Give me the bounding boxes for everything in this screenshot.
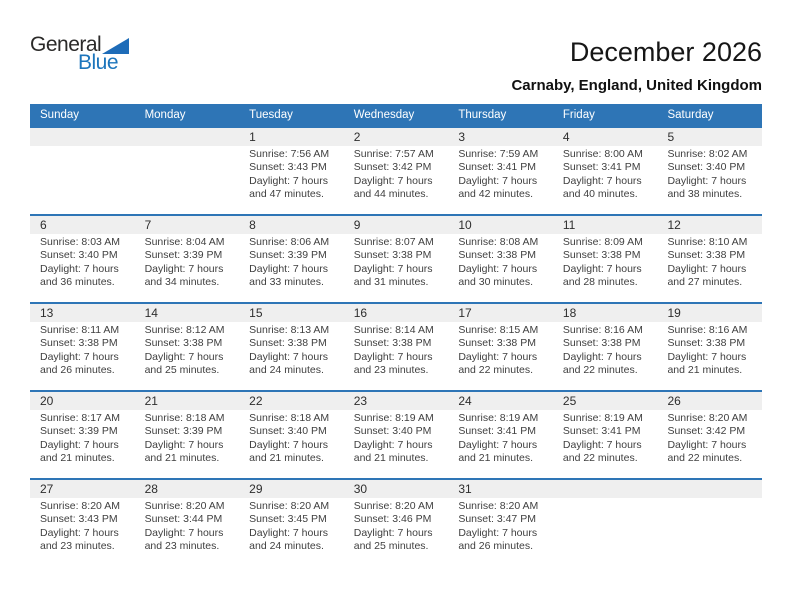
day-cell-3	[448, 128, 553, 214]
daylight-text-line2: and 31 minutes.	[353, 276, 429, 289]
sunrise-text: Sunrise: 8:20 AM	[40, 499, 120, 512]
daylight-text-line2: and 30 minutes.	[458, 276, 534, 289]
sunrise-text: Sunrise: 8:13 AM	[249, 323, 330, 336]
daylight-text-line2: and 42 minutes.	[458, 188, 534, 201]
day-details	[30, 498, 135, 554]
sunrise-text: Sunrise: 8:04 AM	[144, 235, 225, 248]
weekday-header-saturday: Saturday	[667, 108, 714, 121]
day-number: 22	[239, 392, 344, 410]
sunset-text: Sunset: 3:38 PM	[562, 337, 641, 350]
sunrise-text: Sunrise: 8:09 AM	[562, 235, 643, 248]
day-cell-empty	[657, 480, 762, 566]
daylight-text-line2: and 22 minutes.	[667, 452, 743, 465]
daylight-text-line2: and 24 minutes.	[249, 364, 324, 377]
day-details	[344, 322, 449, 378]
sunset-text: Sunset: 3:38 PM	[40, 337, 118, 350]
day-number: 2	[344, 128, 449, 146]
day-cell-16	[344, 304, 449, 390]
daylight-text-line2: and 28 minutes.	[562, 276, 638, 289]
daylight-text-line2: and 40 minutes.	[562, 188, 638, 201]
day-cell-13	[30, 304, 135, 390]
day-number: 3	[448, 128, 553, 146]
day-cell-empty	[30, 128, 135, 214]
sunset-text: Sunset: 3:39 PM	[40, 425, 118, 438]
day-cell-25	[553, 392, 658, 478]
day-cell-31	[448, 480, 553, 566]
day-cell-26	[657, 392, 762, 478]
sunset-text: Sunset: 3:44 PM	[144, 513, 223, 526]
day-number: 15	[239, 304, 344, 322]
day-number: 13	[30, 304, 135, 322]
sunset-text: Sunset: 3:41 PM	[562, 161, 641, 174]
week-row-2	[30, 214, 762, 302]
day-cell-21	[135, 392, 240, 478]
daylight-text-line2: and 34 minutes.	[144, 276, 220, 289]
day-number	[657, 480, 762, 498]
daylight-text-line2: and 25 minutes.	[144, 364, 220, 377]
day-number: 24	[448, 392, 553, 410]
daylight-text-line2: and 22 minutes.	[562, 364, 638, 377]
daylight-text-line1: Daylight: 7 hours	[353, 174, 433, 187]
day-details	[448, 322, 553, 378]
daylight-text-line1: Daylight: 7 hours	[144, 438, 224, 451]
daylight-text-line1: Daylight: 7 hours	[249, 262, 328, 275]
day-details	[135, 410, 240, 466]
sunset-text: Sunset: 3:38 PM	[667, 249, 746, 262]
day-details	[344, 498, 449, 554]
day-number: 26	[657, 392, 762, 410]
day-details	[239, 146, 344, 202]
day-cell-20	[30, 392, 135, 478]
page-title: December 2026	[569, 37, 762, 67]
sunrise-text: Sunrise: 7:56 AM	[249, 147, 330, 160]
day-details	[344, 410, 449, 466]
daylight-text-line1: Daylight: 7 hours	[458, 438, 538, 451]
day-number: 4	[553, 128, 658, 146]
daylight-text-line1: Daylight: 7 hours	[353, 262, 433, 275]
day-cell-24	[448, 392, 553, 478]
week-row-5	[30, 478, 762, 566]
day-number: 6	[30, 216, 135, 234]
sunset-text: Sunset: 3:40 PM	[40, 249, 118, 262]
sunrise-text: Sunrise: 7:59 AM	[458, 147, 539, 160]
day-cell-23	[344, 392, 449, 478]
day-details	[135, 498, 240, 554]
daylight-text-line1: Daylight: 7 hours	[667, 438, 747, 451]
daylight-text-line1: Daylight: 7 hours	[40, 438, 119, 451]
day-number: 8	[239, 216, 344, 234]
day-cell-6	[30, 216, 135, 302]
weekday-header-row	[30, 104, 762, 126]
day-cell-18	[553, 304, 658, 390]
daylight-text-line1: Daylight: 7 hours	[667, 350, 747, 363]
sunset-text: Sunset: 3:38 PM	[353, 337, 432, 350]
daylight-text-line2: and 21 minutes.	[353, 452, 429, 465]
day-number: 25	[553, 392, 658, 410]
sunset-text: Sunset: 3:41 PM	[458, 161, 536, 174]
daylight-text-line1: Daylight: 7 hours	[667, 262, 747, 275]
daylight-text-line1: Daylight: 7 hours	[667, 174, 747, 187]
daylight-text-line2: and 21 minutes.	[40, 452, 115, 465]
day-number: 11	[553, 216, 658, 234]
day-details	[657, 146, 762, 202]
day-cell-4	[553, 128, 658, 214]
day-number: 9	[344, 216, 449, 234]
day-details	[553, 146, 658, 202]
sunset-text: Sunset: 3:40 PM	[667, 161, 746, 174]
day-details	[239, 322, 344, 378]
week-row-3	[30, 302, 762, 390]
day-number	[553, 480, 658, 498]
sunset-text: Sunset: 3:47 PM	[458, 513, 536, 526]
sunset-text: Sunset: 3:43 PM	[249, 161, 327, 174]
day-details	[448, 234, 553, 290]
day-details	[30, 410, 135, 466]
day-details	[553, 410, 658, 466]
daylight-text-line1: Daylight: 7 hours	[144, 526, 224, 539]
top-bar	[0, 0, 792, 94]
day-details	[657, 322, 762, 378]
daylight-text-line1: Daylight: 7 hours	[458, 174, 538, 187]
sunrise-text: Sunrise: 8:12 AM	[144, 323, 225, 336]
daylight-text-line2: and 33 minutes.	[249, 276, 324, 289]
sunrise-text: Sunrise: 8:03 AM	[40, 235, 120, 248]
daylight-text-line2: and 47 minutes.	[249, 188, 324, 201]
day-cell-29	[239, 480, 344, 566]
day-number: 1	[239, 128, 344, 146]
day-details	[344, 146, 449, 202]
weekday-header-thursday: Thursday	[458, 108, 507, 121]
day-cell-12	[657, 216, 762, 302]
day-details	[553, 322, 658, 378]
daylight-text-line1: Daylight: 7 hours	[249, 438, 328, 451]
daylight-text-line1: Daylight: 7 hours	[40, 526, 119, 539]
day-number: 29	[239, 480, 344, 498]
sunset-text: Sunset: 3:41 PM	[458, 425, 536, 438]
daylight-text-line2: and 23 minutes.	[144, 540, 220, 553]
sunrise-text: Sunrise: 8:11 AM	[40, 323, 120, 336]
daylight-text-line1: Daylight: 7 hours	[353, 526, 433, 539]
day-cell-11	[553, 216, 658, 302]
daylight-text-line1: Daylight: 7 hours	[249, 526, 328, 539]
day-cell-8	[239, 216, 344, 302]
week-row-1	[30, 126, 762, 214]
day-number	[30, 128, 135, 146]
day-cell-17	[448, 304, 553, 390]
daylight-text-line2: and 27 minutes.	[667, 276, 743, 289]
weekday-header-sunday: Sunday	[40, 108, 80, 121]
sunset-text: Sunset: 3:38 PM	[562, 249, 641, 262]
daylight-text-line2: and 22 minutes.	[562, 452, 638, 465]
daylight-text-line1: Daylight: 7 hours	[458, 262, 538, 275]
sunrise-text: Sunrise: 7:57 AM	[353, 147, 434, 160]
day-details	[239, 498, 344, 554]
logo-text-general: General	[30, 33, 102, 56]
day-number: 12	[657, 216, 762, 234]
daylight-text-line1: Daylight: 7 hours	[249, 174, 328, 187]
week-row-4	[30, 390, 762, 478]
daylight-text-line2: and 23 minutes.	[353, 364, 429, 377]
day-details	[448, 498, 553, 554]
sunrise-text: Sunrise: 8:16 AM	[562, 323, 643, 336]
day-number: 17	[448, 304, 553, 322]
day-cell-27	[30, 480, 135, 566]
day-details	[448, 410, 553, 466]
sunset-text: Sunset: 3:38 PM	[667, 337, 746, 350]
sunset-text: Sunset: 3:42 PM	[667, 425, 746, 438]
weekday-header-friday: Friday	[562, 108, 595, 121]
sunset-text: Sunset: 3:45 PM	[249, 513, 327, 526]
sunrise-text: Sunrise: 8:20 AM	[249, 499, 330, 512]
day-details	[30, 234, 135, 290]
day-number: 18	[553, 304, 658, 322]
day-number: 19	[657, 304, 762, 322]
day-details	[657, 410, 762, 466]
day-cell-9	[344, 216, 449, 302]
day-details	[448, 146, 553, 202]
sunrise-text: Sunrise: 8:15 AM	[458, 323, 539, 336]
day-number: 16	[344, 304, 449, 322]
sunrise-text: Sunrise: 8:20 AM	[144, 499, 225, 512]
daylight-text-line2: and 21 minutes.	[667, 364, 743, 377]
day-number: 7	[135, 216, 240, 234]
sunrise-text: Sunrise: 8:20 AM	[353, 499, 434, 512]
day-details	[344, 234, 449, 290]
daylight-text-line2: and 38 minutes.	[667, 188, 743, 201]
sunset-text: Sunset: 3:40 PM	[353, 425, 432, 438]
daylight-text-line2: and 44 minutes.	[353, 188, 429, 201]
page-subtitle: Carnaby, England, United Kingdom	[511, 76, 762, 94]
daylight-text-line1: Daylight: 7 hours	[353, 438, 433, 451]
day-details	[135, 322, 240, 378]
sunset-text: Sunset: 3:38 PM	[249, 337, 327, 350]
sunset-text: Sunset: 3:39 PM	[144, 249, 223, 262]
daylight-text-line1: Daylight: 7 hours	[562, 350, 642, 363]
daylight-text-line1: Daylight: 7 hours	[562, 262, 642, 275]
day-number: 14	[135, 304, 240, 322]
sunset-text: Sunset: 3:40 PM	[249, 425, 327, 438]
day-details	[553, 234, 658, 290]
sunrise-text: Sunrise: 8:08 AM	[458, 235, 539, 248]
day-cell-28	[135, 480, 240, 566]
day-number: 21	[135, 392, 240, 410]
day-cell-empty	[553, 480, 658, 566]
sunrise-text: Sunrise: 8:17 AM	[40, 411, 120, 424]
daylight-text-line1: Daylight: 7 hours	[458, 526, 538, 539]
daylight-text-line1: Daylight: 7 hours	[353, 350, 433, 363]
sunset-text: Sunset: 3:39 PM	[249, 249, 327, 262]
sunset-text: Sunset: 3:38 PM	[458, 337, 536, 350]
daylight-text-line2: and 26 minutes.	[40, 364, 115, 377]
day-cell-15	[239, 304, 344, 390]
weekday-header-monday: Monday	[144, 108, 186, 121]
sunrise-text: Sunrise: 8:06 AM	[249, 235, 330, 248]
day-details	[135, 234, 240, 290]
day-cell-14	[135, 304, 240, 390]
sunrise-text: Sunrise: 8:00 AM	[562, 147, 643, 160]
sunrise-text: Sunrise: 8:18 AM	[249, 411, 330, 424]
daylight-text-line2: and 23 minutes.	[40, 540, 115, 553]
day-details	[30, 322, 135, 378]
sunset-text: Sunset: 3:42 PM	[353, 161, 432, 174]
day-number: 10	[448, 216, 553, 234]
day-cell-19	[657, 304, 762, 390]
calendar-grid	[30, 104, 762, 566]
general-blue-logo	[30, 34, 129, 73]
sunset-text: Sunset: 3:39 PM	[144, 425, 223, 438]
daylight-text-line2: and 21 minutes.	[144, 452, 220, 465]
sunrise-text: Sunrise: 8:19 AM	[562, 411, 643, 424]
day-cell-10	[448, 216, 553, 302]
day-number: 31	[448, 480, 553, 498]
sunset-text: Sunset: 3:46 PM	[353, 513, 432, 526]
day-number: 28	[135, 480, 240, 498]
weekday-header-wednesday: Wednesday	[353, 108, 415, 121]
sunrise-text: Sunrise: 8:20 AM	[667, 411, 748, 424]
sunrise-text: Sunrise: 8:10 AM	[667, 235, 748, 248]
sunset-text: Sunset: 3:38 PM	[144, 337, 223, 350]
sunrise-text: Sunrise: 8:20 AM	[458, 499, 539, 512]
daylight-text-line1: Daylight: 7 hours	[144, 350, 224, 363]
sunset-text: Sunset: 3:43 PM	[40, 513, 118, 526]
sunrise-text: Sunrise: 8:16 AM	[667, 323, 748, 336]
day-number: 20	[30, 392, 135, 410]
sunrise-text: Sunrise: 8:07 AM	[353, 235, 434, 248]
day-cell-7	[135, 216, 240, 302]
daylight-text-line2: and 25 minutes.	[353, 540, 429, 553]
daylight-text-line1: Daylight: 7 hours	[249, 350, 328, 363]
day-details	[239, 410, 344, 466]
sunrise-text: Sunrise: 8:14 AM	[353, 323, 434, 336]
daylight-text-line2: and 22 minutes.	[458, 364, 534, 377]
daylight-text-line2: and 24 minutes.	[249, 540, 324, 553]
daylight-text-line1: Daylight: 7 hours	[144, 262, 224, 275]
title-block	[511, 38, 762, 94]
day-cell-2	[344, 128, 449, 214]
daylight-text-line2: and 21 minutes.	[458, 452, 534, 465]
daylight-text-line2: and 36 minutes.	[40, 276, 115, 289]
sunset-text: Sunset: 3:41 PM	[562, 425, 641, 438]
daylight-text-line1: Daylight: 7 hours	[562, 438, 642, 451]
day-cell-5	[657, 128, 762, 214]
daylight-text-line1: Daylight: 7 hours	[40, 350, 119, 363]
day-number: 23	[344, 392, 449, 410]
sunrise-text: Sunrise: 8:19 AM	[458, 411, 539, 424]
weekday-header-tuesday: Tuesday	[249, 108, 293, 121]
sunset-text: Sunset: 3:38 PM	[458, 249, 536, 262]
logo-text-blue: Blue	[78, 51, 119, 74]
day-cell-empty	[135, 128, 240, 214]
daylight-text-line1: Daylight: 7 hours	[562, 174, 642, 187]
day-details	[239, 234, 344, 290]
day-number: 30	[344, 480, 449, 498]
day-cell-30	[344, 480, 449, 566]
day-number: 5	[657, 128, 762, 146]
day-number: 27	[30, 480, 135, 498]
daylight-text-line1: Daylight: 7 hours	[458, 350, 538, 363]
sunrise-text: Sunrise: 8:19 AM	[353, 411, 434, 424]
sunset-text: Sunset: 3:38 PM	[353, 249, 432, 262]
sunrise-text: Sunrise: 8:18 AM	[144, 411, 225, 424]
daylight-text-line2: and 26 minutes.	[458, 540, 534, 553]
sunrise-text: Sunrise: 8:02 AM	[667, 147, 748, 160]
day-number	[135, 128, 240, 146]
daylight-text-line2: and 21 minutes.	[249, 452, 324, 465]
day-cell-22	[239, 392, 344, 478]
day-cell-1	[239, 128, 344, 214]
daylight-text-line1: Daylight: 7 hours	[40, 262, 119, 275]
day-details	[657, 234, 762, 290]
